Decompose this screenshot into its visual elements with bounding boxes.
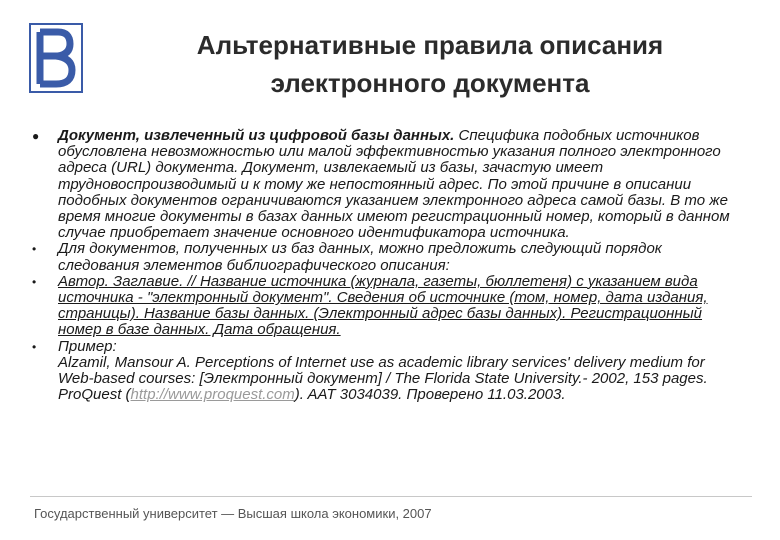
title-line-1: Альтернативные правила описания xyxy=(196,30,664,60)
bullet-icon: • xyxy=(32,274,37,289)
example-text-1: Alzamil, Mansour A. Perceptions of Internet use as academic library services' delivery medium for Web-based courses: [Электронный документ] / The Florida State University.- 2002, 153 pages. ProQuest ( xyxy=(58,353,708,404)
slide-title xyxy=(110,26,750,102)
title-line-2: электронного документа xyxy=(270,68,590,98)
example-label: Пример: xyxy=(58,337,117,355)
bullet-1-text: Специфика подобных источников обусловлена невозможностью или малой эффективностью указания полного электронного адреса (URL) документа. Документ, извлекаемый из базы, зачастую имеет трудновоспроизводимый и к тому же непостоянный адрес. По этой причине в описании подобных документов ограничиваются указанием электронного адреса самой базы. В то же время многие документы в базах данных имеют регистрационный номер, который в данном случае приобретает значение основного идентификатора источника. xyxy=(58,127,730,242)
bullet-icon: • xyxy=(32,242,37,257)
bullet-2-text: Для документов, полученных из баз данных, можно предложить следующий порядок следования элементов библиографического описания: xyxy=(58,240,662,274)
footer-divider xyxy=(30,496,752,497)
example-link[interactable]: http://www.proquest.com xyxy=(130,386,295,404)
example-text-2: ). AAT 3034039. Проверено 11.03.2003. xyxy=(294,386,566,404)
footer-text: Государственный университет — Высшая школа экономики, 2007 xyxy=(34,506,432,521)
bullet-icon: • xyxy=(32,339,37,354)
bullet-icon: ● xyxy=(32,129,40,143)
hse-logo xyxy=(28,22,84,94)
bullet-list xyxy=(32,128,744,403)
bullet-3-text: Автор. Заглавие. // Название источника (журнала, газеты, бюллетеня) с указанием вида источника - "электронный документ". Сведения об источнике (том, номер, дата издания, страницы). Название базы данных. (Электронный адрес базы данных). Регистрационный номер в базе данных. Дата обращения. xyxy=(58,272,708,339)
list-item xyxy=(32,241,744,273)
list-item xyxy=(32,128,744,241)
list-item xyxy=(32,339,744,404)
list-item xyxy=(32,274,744,339)
bullet-1-heading: Документ, извлеченный из цифровой базы данных. xyxy=(58,127,455,144)
